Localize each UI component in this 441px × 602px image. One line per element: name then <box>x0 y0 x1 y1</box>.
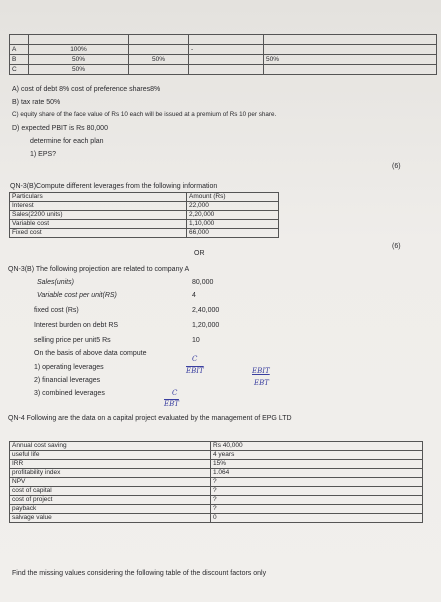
qn3a-title: QN-3(B)Compute different leverages from the following information <box>10 183 218 190</box>
leverage-item: 2) financial leverages <box>34 377 101 384</box>
condition-c: C) equity share of the face value of Rs 10 each will be issued at a premium of Rs 10 per share. <box>12 111 277 118</box>
projection-value: 2,40,000 <box>192 307 220 314</box>
table-row: Variable cost 1,10,000 <box>10 220 279 229</box>
handwritten-note: C <box>192 355 198 363</box>
projection-value: 10 <box>192 337 200 344</box>
table-row: B 50% 50% 50% <box>10 55 437 65</box>
table-row: NPV ? <box>10 478 423 487</box>
leverage-item: 3) combined leverages <box>34 390 105 397</box>
leverage-item: 1) operating leverages <box>34 364 104 371</box>
table-row: Sales(2200 units) 2,20,000 <box>10 211 279 220</box>
marks: (6) <box>392 163 401 170</box>
table-row <box>10 35 437 45</box>
capital-structure-table <box>9 34 437 75</box>
projection-value: 1,20,000 <box>192 322 220 329</box>
condition-b: B) tax rate 50% <box>12 99 61 106</box>
handwritten-note: C <box>172 389 178 397</box>
projection-label: Interest burden on debt RS <box>34 322 119 329</box>
table-row: cost of project ? <box>10 496 423 505</box>
condition-a: A) cost of debt 8% cost of preference shares8% <box>12 86 161 93</box>
leverage-table <box>9 192 279 238</box>
projection-label: selling price per unit5 Rs <box>34 337 111 344</box>
table-row: Particulars Amount (Rs) <box>10 193 279 202</box>
projection-label: fixed cost (Rs) <box>34 307 79 314</box>
handwritten-note: EBIT <box>252 367 270 375</box>
table-row: Interest 22,000 <box>10 202 279 211</box>
handwritten-note: EBT <box>254 379 269 387</box>
projection-label: Sales(units) <box>37 279 74 286</box>
projection-value: 4 <box>192 292 196 299</box>
instruction: determine for each plan <box>30 138 104 145</box>
table-row: cost of capital ? <box>10 487 423 496</box>
table-row: payback ? <box>10 505 423 514</box>
table-row: Fixed cost 66,000 <box>10 229 279 238</box>
or-text: OR <box>194 250 205 257</box>
projection-value: 80,000 <box>192 279 214 286</box>
marks: (6) <box>392 243 401 250</box>
condition-d: D) expected PBIT is Rs 80,000 <box>12 125 108 132</box>
table-row: useful life 4 years <box>10 451 423 460</box>
compute-line: On the basis of above data compute <box>34 350 147 357</box>
project-table <box>9 441 423 523</box>
qn4-title: QN-4 Following are the data on a capital project evaluated by the management of EPG LTD <box>8 415 292 422</box>
eps-item: 1) EPS? <box>30 151 57 158</box>
table-row: C 50% <box>10 65 437 75</box>
handwritten-note: $\overline{EBT}$ <box>164 400 179 408</box>
table-row: profitability index 1.064 <box>10 469 423 478</box>
qn3b-title: QN-3(B) The following projection are related to company A <box>8 266 190 273</box>
table-row: A 100% - <box>10 45 437 55</box>
table-row: salvage value 0 <box>10 514 423 523</box>
footer-instruction: Find the missing values considering the following table of the discount factors only <box>12 570 267 577</box>
handwritten-note: EBIT <box>186 367 204 375</box>
table-row: IRR 15% <box>10 460 423 469</box>
table-row: Annual cost saving Rs 40,000 <box>10 442 423 451</box>
projection-label: Variable cost per unit(RS) <box>37 292 117 299</box>
